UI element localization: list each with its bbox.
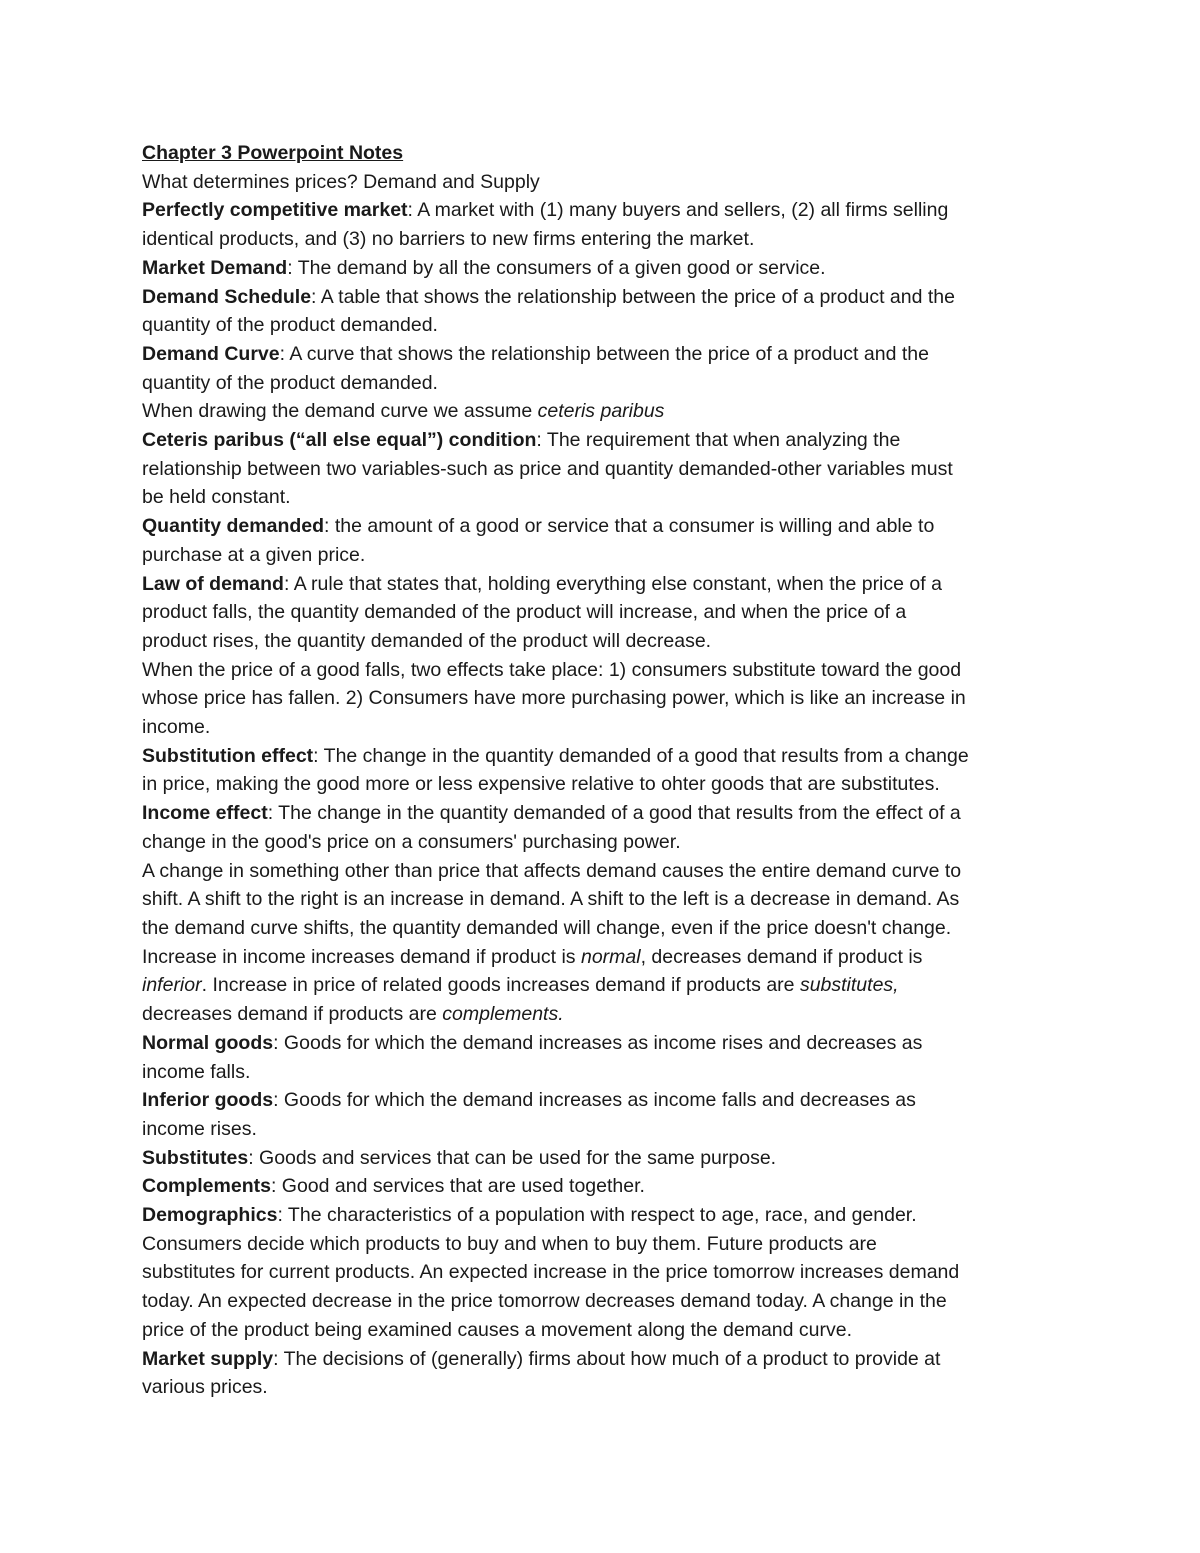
body-text: : The change in the quantity demanded of a good that results from the effect of a: [267, 802, 961, 825]
body-text: income.: [142, 716, 211, 739]
text-line: [142, 1201, 1062, 1230]
text-line: [142, 857, 1062, 886]
term-label: Market Demand: [142, 256, 288, 279]
body-text: identical products, and (3) no barriers to new firms entering the market.: [142, 228, 755, 251]
body-text: . Increase in price of related goods increases demand if products are: [201, 974, 800, 997]
text-line: [142, 914, 1062, 943]
text-line: [142, 225, 1062, 254]
body-text: A change in something other than price that affects demand causes the entire demand curve to: [142, 859, 962, 882]
term-label: Market supply: [142, 1347, 274, 1370]
document-title: Chapter 3 Powerpoint Notes: [142, 142, 404, 164]
term-label: Quantity demanded: [142, 515, 325, 538]
text-line: [142, 713, 1062, 742]
emphasis-text: normal: [580, 945, 641, 968]
text-line: [142, 541, 1062, 570]
body-text: : A market with (1) many buyers and sellers, (2) all firms selling: [407, 199, 949, 222]
body-text: : The demand by all the consumers of a given good or service.: [287, 256, 826, 279]
term-label: Demand Curve: [142, 342, 280, 365]
term-label: Ceteris paribus (“all else equal”) condition: [142, 429, 537, 452]
text-line: [142, 1000, 1062, 1029]
text-line: [142, 1373, 1062, 1402]
text-line: [142, 369, 1062, 398]
body-text: product falls, the quantity demanded of the product will increase, and when the price of a: [142, 601, 907, 624]
text-line: [142, 1144, 1062, 1173]
body-text: : The change in the quantity demanded of a good that results from a change: [313, 744, 969, 767]
body-text: : A rule that states that, holding everything else constant, when the price of a: [283, 572, 942, 595]
body-text: : The requirement that when analyzing the: [536, 429, 901, 452]
body-text: decreases demand if products are: [142, 1003, 443, 1026]
term-label: Law of demand: [142, 572, 284, 595]
body-text: be held constant.: [142, 486, 291, 509]
emphasis-text: ceteris paribus: [537, 400, 665, 423]
document-body: [142, 168, 1062, 1402]
term-label: Income effect: [142, 802, 268, 825]
text-line: [142, 254, 1062, 283]
body-text: : Goods for which the demand increases as income falls and decreases as: [273, 1089, 916, 1112]
body-text: various prices.: [142, 1376, 268, 1399]
body-text: : The characteristics of a population with respect to age, race, and gender.: [277, 1204, 917, 1227]
text-line: [142, 971, 1062, 1000]
body-text: Increase in income increases demand if product is: [142, 945, 581, 968]
emphasis-text: complements.: [442, 1003, 564, 1026]
body-text: the demand curve shifts, the quantity demanded will change, even if the price doesn't change.: [142, 916, 952, 939]
text-line: [142, 684, 1062, 713]
text-line: [142, 1086, 1062, 1115]
term-label: Demographics: [142, 1204, 278, 1227]
text-line: [142, 627, 1062, 656]
text-line: [142, 311, 1062, 340]
text-line: [142, 770, 1062, 799]
body-text: income rises.: [142, 1117, 257, 1140]
body-text: quantity of the product demanded.: [142, 371, 438, 394]
body-text: today. An expected decrease in the price tomorrow decreases demand today. A change in the: [142, 1290, 947, 1313]
term-label: Substitution effect: [142, 744, 314, 767]
body-text: relationship between two variables-such as price and quantity demanded-other variables must: [142, 457, 953, 480]
body-text: quantity of the product demanded.: [142, 314, 438, 337]
body-text: When the price of a good falls, two effects take place: 1) consumers substitute toward the good: [142, 658, 962, 681]
body-text: : Goods for which the demand increases as income rises and decreases as: [273, 1031, 923, 1054]
text-line: [142, 1258, 1062, 1287]
body-text: shift. A shift to the right is an increase in demand. A shift to the left is a decrease in demand. As: [142, 888, 960, 911]
emphasis-text: substitutes,: [799, 974, 899, 997]
text-line: [142, 1287, 1062, 1316]
text-line: [142, 1316, 1062, 1345]
term-label: Complements: [142, 1175, 271, 1198]
text-line: [142, 283, 1062, 312]
body-text: Consumers decide which products to buy and when to buy them. Future products are: [142, 1232, 877, 1255]
body-text: What determines prices? Demand and Supply: [142, 170, 540, 193]
term-label: Demand Schedule: [142, 285, 312, 308]
text-line: [142, 1345, 1062, 1374]
text-line: [142, 598, 1062, 627]
text-line: [142, 1058, 1062, 1087]
text-line: [142, 483, 1062, 512]
body-text: , decreases demand if product is: [640, 945, 923, 968]
term-label: Perfectly competitive market: [142, 199, 408, 222]
body-text: : A curve that shows the relationship between the price of a product and the: [279, 342, 929, 365]
body-text: When drawing the demand curve we assume: [142, 400, 538, 423]
body-text: change in the good's price on a consumers' purchasing power.: [142, 830, 681, 853]
body-text: income falls.: [142, 1060, 251, 1083]
text-line: [142, 168, 1062, 197]
body-text: price of the product being examined causes a movement along the demand curve.: [142, 1318, 853, 1341]
text-line: [142, 943, 1062, 972]
text-line: [142, 1172, 1062, 1201]
body-text: : Good and services that are used together.: [270, 1175, 645, 1198]
body-text: : the amount of a good or service that a consumer is willing and able to: [324, 515, 935, 538]
text-line: [142, 1115, 1062, 1144]
text-line: [142, 1230, 1062, 1259]
text-line: [142, 426, 1062, 455]
text-line: [142, 656, 1062, 685]
body-text: product rises, the quantity demanded of the product will decrease.: [142, 629, 712, 652]
body-text: whose price has fallen. 2) Consumers have more purchasing power, which is like an increase in: [142, 687, 966, 710]
body-text: substitutes for current products. An expected increase in the price tomorrow increases demand: [142, 1261, 960, 1284]
text-line: [142, 512, 1062, 541]
body-text: : A table that shows the relationship between the price of a product and the: [311, 285, 955, 308]
text-line: [142, 340, 1062, 369]
body-text: : Goods and services that can be used for the same purpose.: [248, 1146, 777, 1169]
text-line: [142, 397, 1062, 426]
body-text: purchase at a given price.: [142, 543, 366, 566]
text-line: [142, 799, 1062, 828]
text-line: [142, 742, 1062, 771]
term-label: Substitutes: [142, 1146, 249, 1169]
text-line: [142, 455, 1062, 484]
emphasis-text: inferior: [142, 974, 202, 997]
document-page: [142, 139, 1062, 1402]
text-line: [142, 885, 1062, 914]
text-line: [142, 570, 1062, 599]
text-line: [142, 1029, 1062, 1058]
text-line: [142, 828, 1062, 857]
body-text: : The decisions of (generally) firms about how much of a product to provide at: [273, 1347, 941, 1370]
term-label: Normal goods: [142, 1031, 274, 1054]
body-text: in price, making the good more or less expensive relative to ohter goods that are substitutes.: [142, 773, 940, 796]
text-line: [142, 196, 1062, 225]
term-label: Inferior goods: [142, 1089, 274, 1112]
